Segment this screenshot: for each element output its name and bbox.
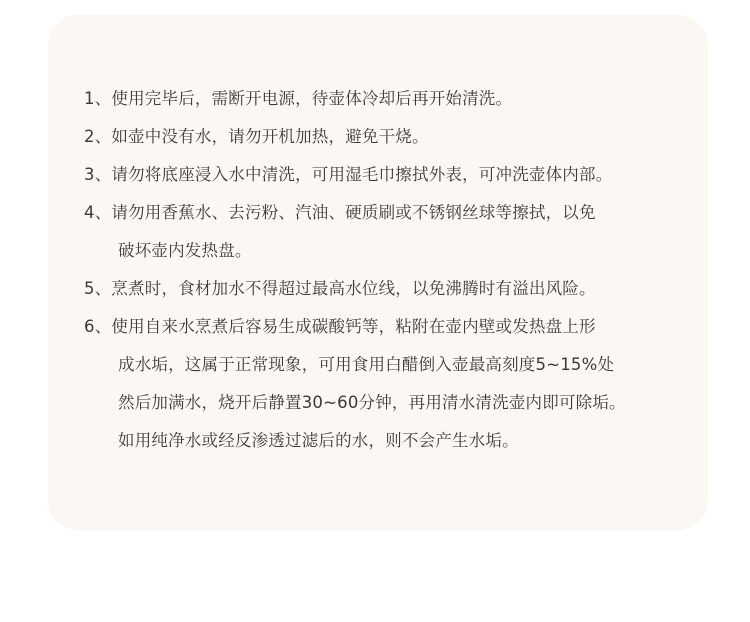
instruction-text-continuation: 然后加满水，烧开后静置30~60分钟，再用清水清洗壶内即可除垢。 [118,393,626,412]
instruction-item-4 [84,194,694,270]
instruction-text-continuation: 如用纯净水或经反渗透过滤后的水，则不会产生水垢。 [118,431,519,450]
instruction-item-6 [84,308,694,460]
instruction-text: 2、如壶中没有水，请勿开机加热，避免干烧。 [84,127,429,146]
instruction-item-2 [84,118,694,156]
instruction-item-5 [84,270,694,308]
instruction-item-1 [84,80,694,118]
instruction-text: 3、请勿将底座浸入水中清洗，可用湿毛巾擦拭外表，可冲洗壶体内部。 [84,165,613,184]
instruction-text: 4、请勿用香蕉水、去污粉、汽油、硬质刷或不锈钢丝球等擦拭，以免 [84,203,596,222]
instruction-text: 1、使用完毕后，需断开电源，待壶体冷却后再开始清洗。 [84,89,513,108]
instruction-text-continuation: 破坏壶内发热盘。 [118,241,252,260]
instruction-text-continuation: 成水垢，这属于正常现象，可用食用白醋倒入壶最高刻度5~15%处 [118,355,615,374]
instruction-text: 6、使用自来水烹煮后容易生成碳酸钙等，粘附在壶内壁或发热盘上形 [84,317,596,336]
care-instructions-list [84,80,694,460]
instruction-text: 5、烹煮时，食材加水不得超过最高水位线，以免沸腾时有溢出风险。 [84,279,596,298]
instruction-item-3 [84,156,694,194]
